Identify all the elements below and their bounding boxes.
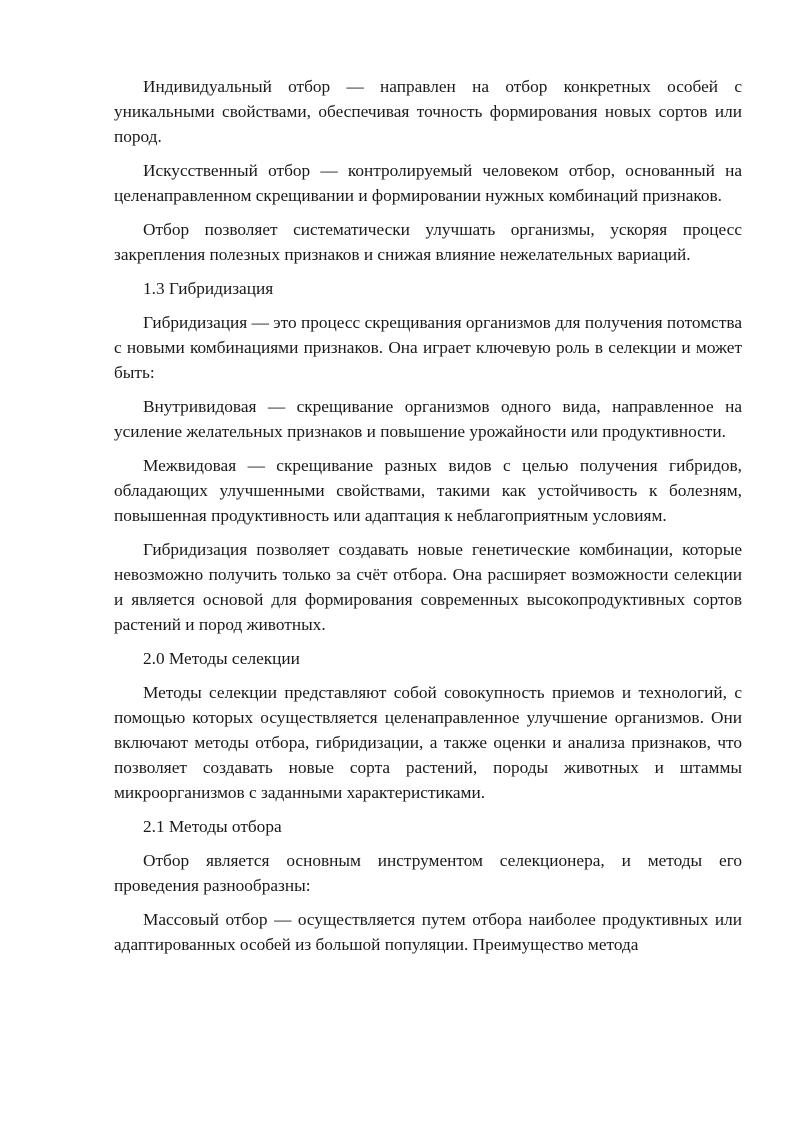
paragraph-individual-selection: Индивидуальный отбор — направлен на отбор конкретных особей с уникальными свойствами, обеспечивая точность формирования новых сортов или пород. (114, 77, 742, 146)
paragraph-selection-summary: Отбор позволяет систематически улучшать организмы, ускоряя процесс закрепления полезных признаков и снижая влияние нежелательных вариаций. (114, 220, 742, 264)
paragraph-artificial-selection: Искусственный отбор — контролируемый человеком отбор, основанный на целенаправленном скрещивании и формировании нужных комбинаций признаков. (114, 161, 742, 205)
paragraph-hybridization-definition: Гибридизация — это процесс скрещивания организмов для получения потомства с новыми комбинациями признаков. Она играет ключевую роль в селекции и может быть: (114, 313, 742, 382)
paragraph-intraspecific: Внутривидовая — скрещивание организмов одного вида, направленное на усиление желательных признаков и повышение урожайности или продуктивности. (114, 397, 742, 441)
heading-selection-methods: 2.0 Методы селекции (143, 649, 300, 668)
heading-selection-techniques: 2.1 Методы отбора (143, 817, 282, 836)
paragraph-hybridization-summary: Гибридизация позволяет создавать новые генетические комбинации, которые невозможно получить только за счёт отбора. Она расширяет возможности селекции и является основой для формирования современных высокопродуктивных сортов растений и пород животных. (114, 540, 742, 634)
paragraph-mass-selection: Массовый отбор — осуществляется путем отбора наиболее продуктивных или адаптированных особей из большой популяции. Преимущество метода (114, 910, 742, 954)
paragraph-interspecific: Межвидовая — скрещивание разных видов с целью получения гибридов, обладающих улучшенными свойствами, такими как устойчивость к болезням, повышенная продуктивность или адаптация к неблагоприятным условиям. (114, 456, 742, 525)
document-body (114, 74, 742, 966)
heading-hybridization: 1.3 Гибридизация (143, 279, 274, 298)
paragraph-selection-methods: Методы селекции представляют собой совокупность приемов и технологий, с помощью которых осуществляется целенаправленное улучшение организмов. Они включают методы отбора, гибридизации, а также оценки и анализа признаков, что позволяет создавать новые сорта растений, породы животных и штаммы микроорганизмов с заданными характеристиками. (114, 683, 742, 802)
paragraph-selection-tool: Отбор является основным инструментом селекционера, и методы его проведения разнообразны: (114, 851, 742, 895)
